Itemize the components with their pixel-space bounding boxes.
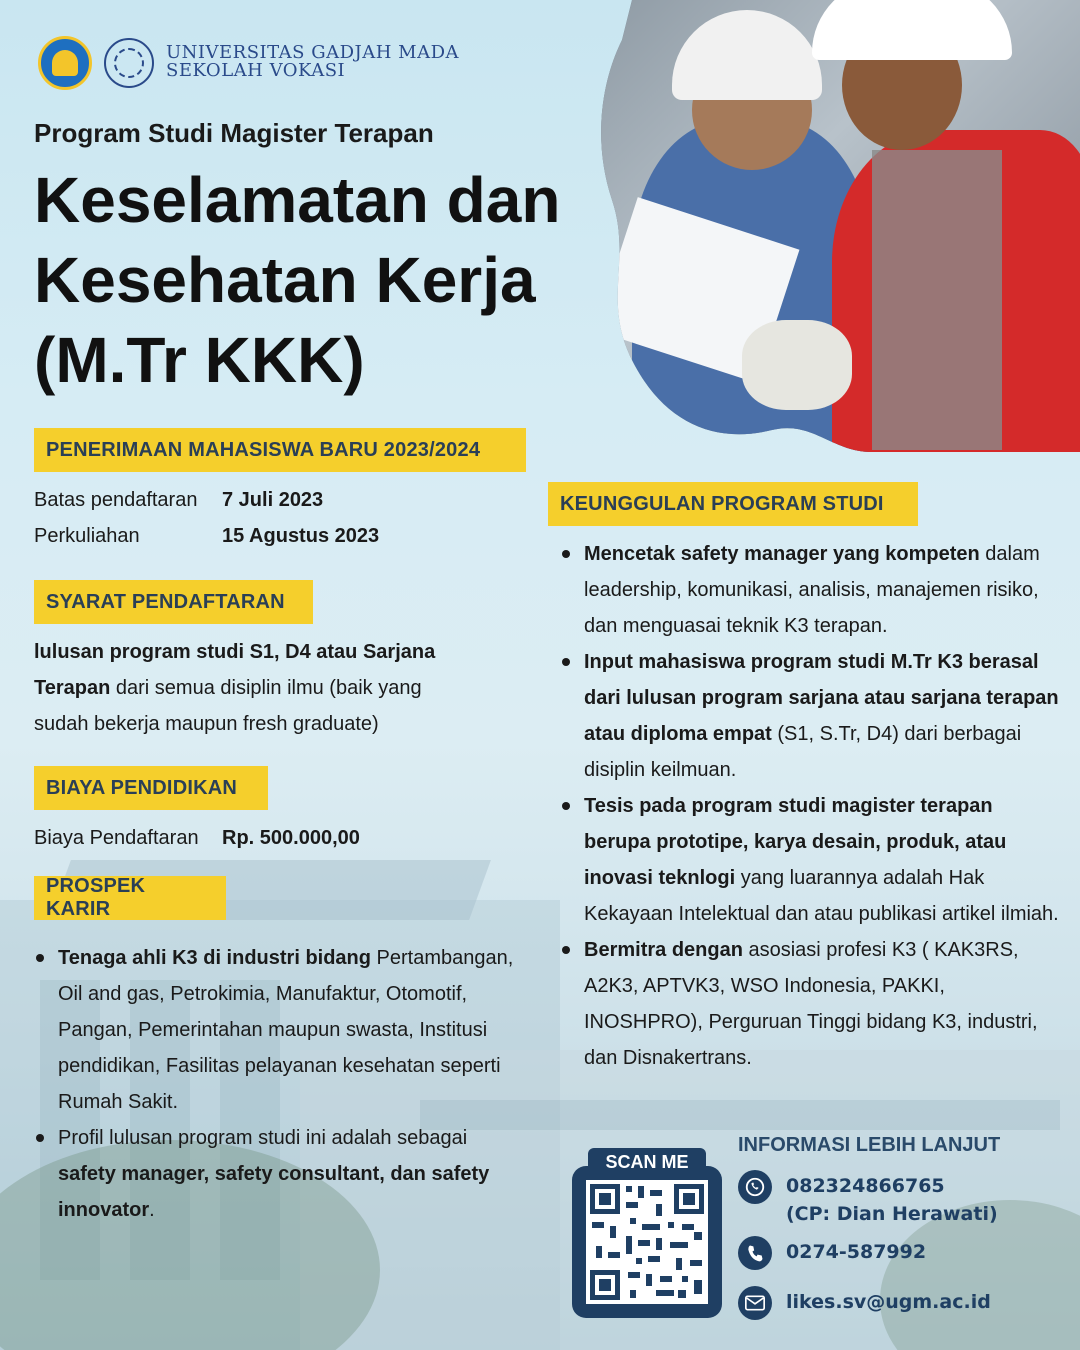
- program-title: [34, 160, 594, 400]
- lecture-start-value: 15 Agustus 2023: [222, 525, 380, 547]
- career-heading: PROSPEK KARIR: [34, 876, 226, 920]
- email-icon: [738, 1286, 772, 1320]
- qr-code-frame[interactable]: [572, 1166, 722, 1318]
- email-contact[interactable]: [738, 1286, 991, 1320]
- career-item: [34, 1120, 524, 1228]
- contact-heading: INFORMASI LEBIH LANJUT: [738, 1134, 1001, 1156]
- career-item-tail: .: [149, 1199, 155, 1221]
- requirements-bold: lulusan program studi S1, D4 atau Sarjana Terapan: [34, 641, 436, 699]
- advantage-text: yang luarannya adalah Hak Kekayaan Intelektual dan atau publikasi artikel ilmiah.: [584, 867, 1059, 925]
- admission-heading: PENERIMAAN MAHASISWA BARU 2023/2024: [34, 428, 526, 472]
- title-line-1: Keselamatan dan: [34, 164, 561, 236]
- career-item-bold: safety manager, safety consultant, dan safety innovator: [58, 1163, 490, 1221]
- phone-icon: [738, 1236, 772, 1270]
- advantage-text: asosiasi profesi K3 ( KAK3RS, A2K3, APTVK3, WSO Indonesia, PAKKI, INOSHPRO), Perguruan Tinggi bidang K3, industri, dan Disnakertrans.: [584, 939, 1038, 1069]
- requirements-heading: SYARAT PENDAFTARAN: [34, 580, 313, 624]
- deadline-row: [34, 482, 379, 518]
- advantage-item: [560, 644, 1060, 788]
- career-item-bold: Tenaga ahli K3 di industri bidang: [58, 947, 377, 969]
- phone-contact[interactable]: [738, 1236, 926, 1270]
- lecture-start-row: [34, 518, 379, 554]
- advantage-bold: Tesis pada program studi magister terapan berupa prototipe, karya desain, produk, atau inovasi teknlogi: [584, 795, 1007, 889]
- qr-code-graphic: [586, 1180, 708, 1304]
- lecture-start-label: Perkuliahan: [34, 525, 140, 547]
- institution-name: [166, 44, 459, 80]
- kemendikbud-logo: [38, 36, 92, 90]
- advantage-text: (S1, S.Tr, D4) dari berbagai disiplin keilmuan.: [584, 723, 1022, 781]
- advantage-item: [560, 536, 1060, 644]
- scan-me-label: SCAN ME: [588, 1148, 706, 1176]
- email-address[interactable]: likes.sv@ugm.ac.id: [786, 1291, 991, 1313]
- career-item-text: Profil lulusan program studi ini adalah sebagai: [58, 1127, 468, 1149]
- whatsapp-icon: [738, 1170, 772, 1204]
- career-item: [34, 940, 524, 1120]
- career-item-text: Pertambangan, Oil and gas, Petrokimia, Manufaktur, Otomotif, Pangan, Pemerintahan maupun swasta, Institusi pendidikan, Fasilitas pelayanan kesehatan seperti Rumah Sakit.: [58, 947, 514, 1113]
- institution-school: SEKOLAH VOKASI: [166, 60, 346, 81]
- whatsapp-contact[interactable]: [738, 1170, 998, 1228]
- advantages-list: [560, 536, 1060, 1076]
- program-subtitle: Program Studi Magister Terapan: [34, 118, 434, 148]
- career-list: [34, 940, 524, 1228]
- fees-heading: BIAYA PENDIDIKAN: [34, 766, 268, 810]
- requirements-text: [34, 634, 464, 742]
- fees-value: Rp. 500.000,00: [222, 827, 360, 849]
- deadline-label: Batas pendaftaran: [34, 489, 198, 511]
- title-line-3: (M.Tr KKK): [34, 324, 365, 396]
- advantage-item: [560, 788, 1060, 932]
- contact-person: (CP: Dian Herawati): [786, 1203, 998, 1225]
- advantages-heading: KEUNGGULAN PROGRAM STUDI: [548, 482, 918, 526]
- qr-code[interactable]: [586, 1180, 708, 1304]
- advantage-item: [560, 932, 1060, 1076]
- advantage-bold: Input mahasiswa program studi M.Tr K3 berasal dari lulusan program sarjana atau sarjana terapan atau diploma empat: [584, 651, 1059, 745]
- institution-university: UNIVERSITAS GADJAH MADA: [166, 42, 460, 63]
- ugm-logo: [104, 38, 154, 88]
- phone-number[interactable]: 0274-587992: [786, 1241, 927, 1263]
- whatsapp-number[interactable]: 082324866765: [786, 1175, 945, 1197]
- admission-dates: [34, 482, 379, 554]
- deadline-value: 7 Juli 2023: [222, 489, 324, 511]
- advantage-bold: Bermitra dengan: [584, 939, 743, 961]
- advantage-bold: Mencetak safety manager yang kompeten: [584, 543, 980, 565]
- title-line-2: Kesehatan Kerja: [34, 244, 536, 316]
- requirements-rest: dari semua disiplin ilmu (baik yang sudah bekerja maupun fresh graduate): [34, 677, 422, 735]
- workers-photo: [592, 0, 1080, 452]
- fees-row: [34, 820, 360, 856]
- advantage-text: dalam leadership, komunikasi, analisis, manajemen risiko, dan menguasai teknik K3 terapan.: [584, 543, 1040, 637]
- fees-label: Biaya Pendaftaran: [34, 827, 199, 849]
